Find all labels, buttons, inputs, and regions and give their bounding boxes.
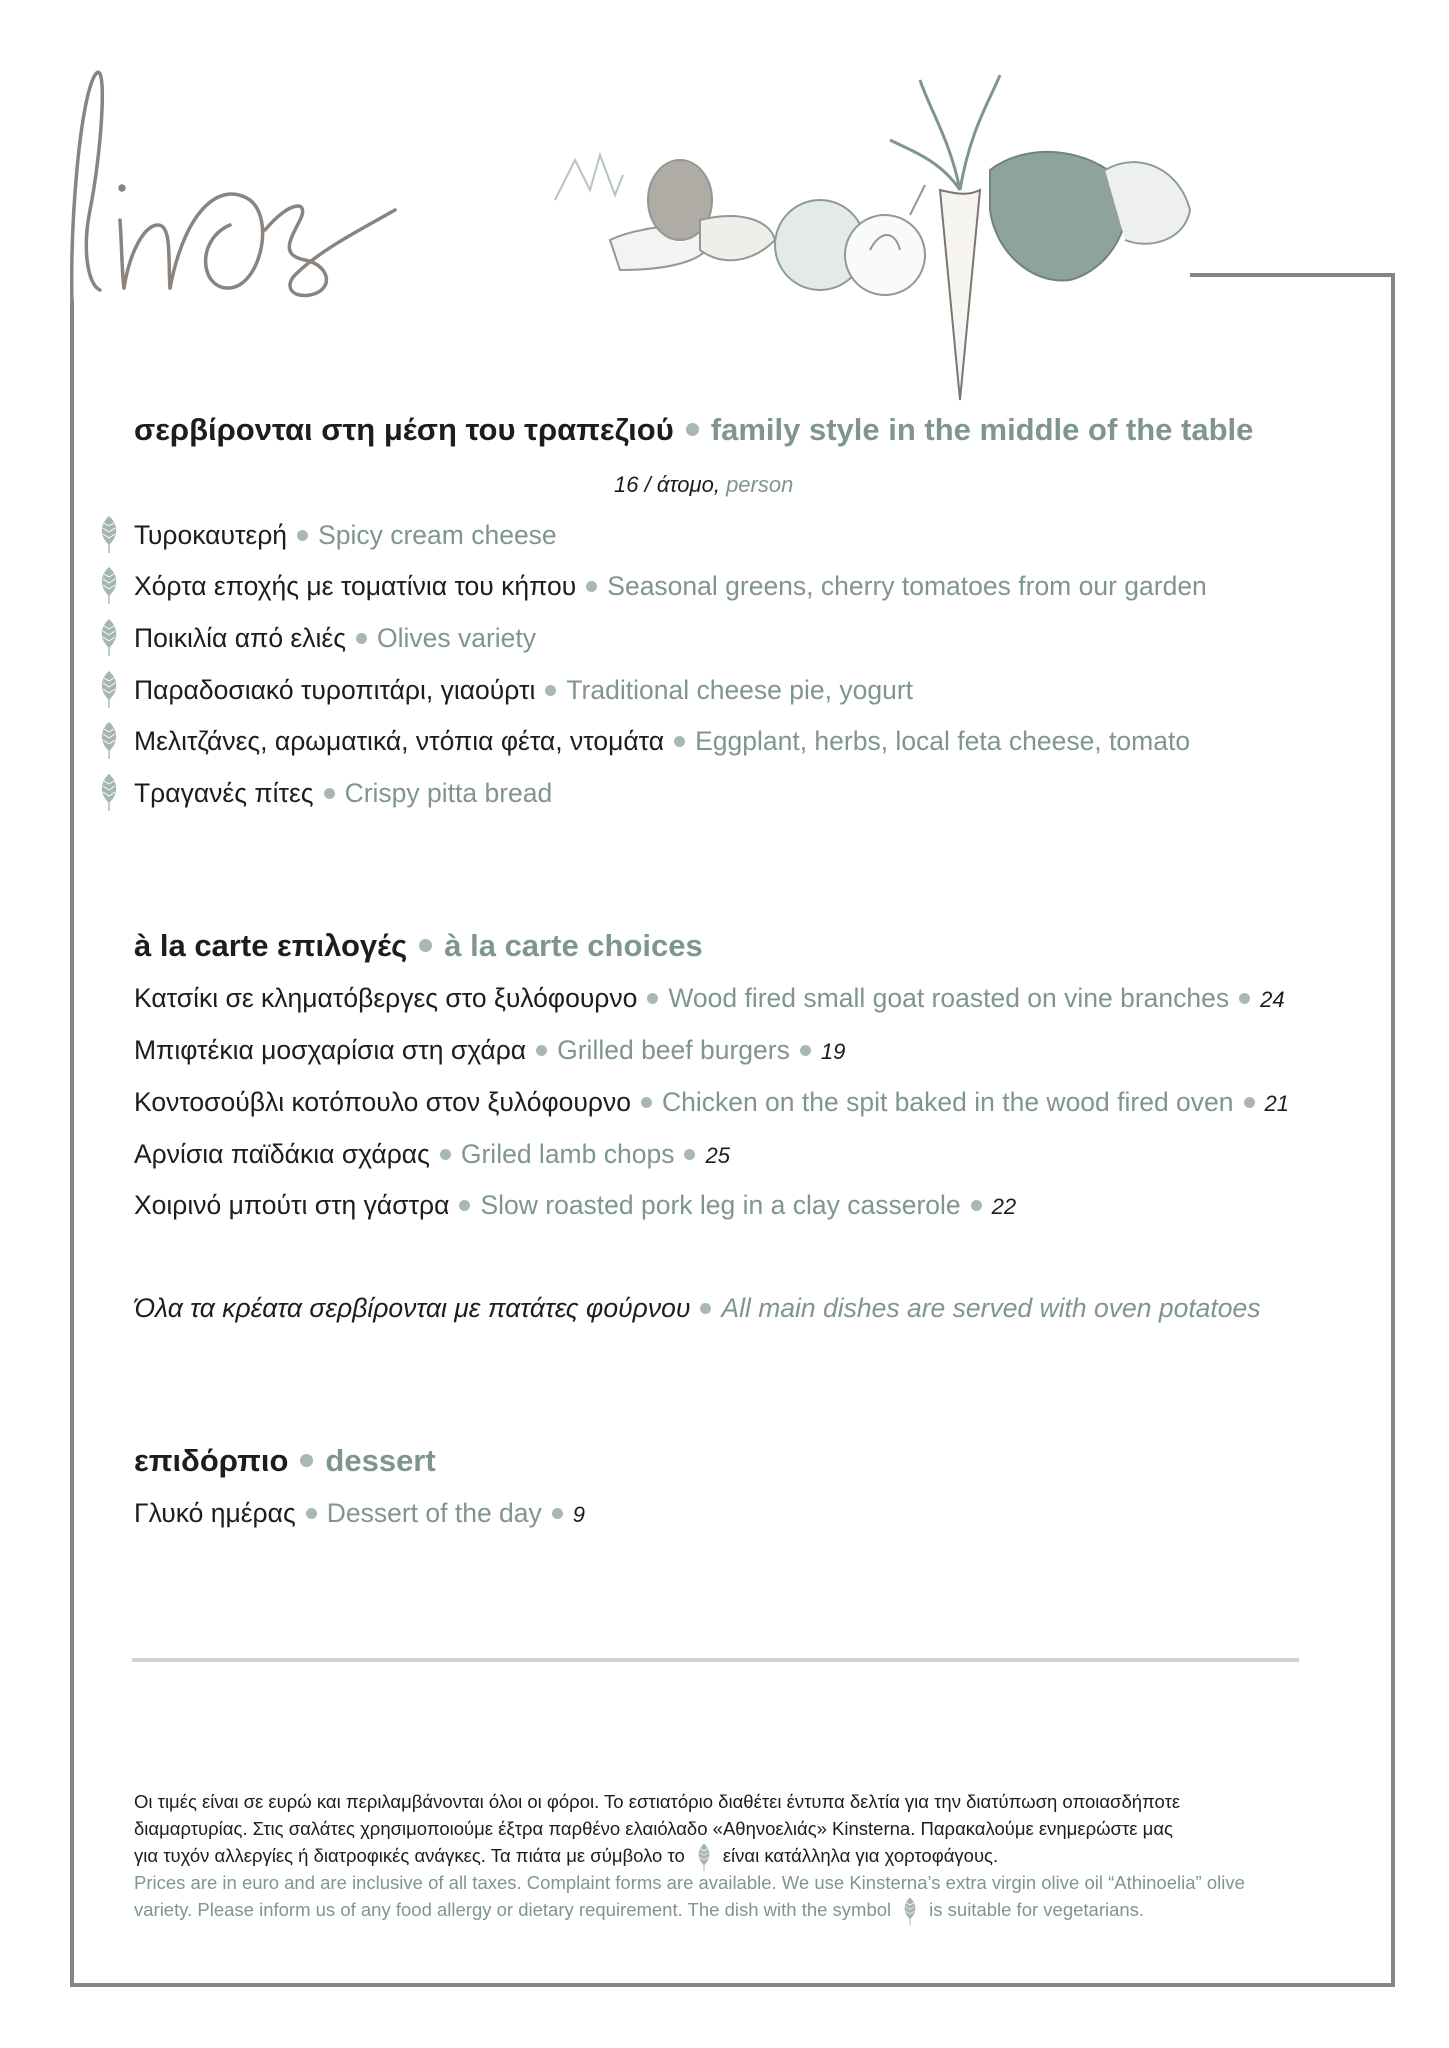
heading-greek: à la carte επιλογές <box>134 928 408 963</box>
item-english: Traditional cheese pie, yogurt <box>566 675 914 705</box>
note-english: All main dishes are served with oven potatoes <box>721 1293 1261 1323</box>
item-english: Crispy pitta bread <box>344 778 553 808</box>
bullet-dot <box>800 1045 811 1056</box>
vegetarian-leaf-icon <box>901 1896 919 1926</box>
heading-greek: σερβίρονται στη μέση του τραπεζιού <box>134 412 674 447</box>
vegetarian-leaf-icon <box>98 514 120 554</box>
bullet-dot <box>440 1149 451 1160</box>
heading-greek: επιδόρπιο <box>134 1443 289 1478</box>
item-price: 19 <box>820 1039 846 1064</box>
menu-item <box>134 724 1190 758</box>
bullet-dot <box>356 633 367 644</box>
item-greek: Κοντοσούβλι κοτόπουλο στον ξυλόφουρνο <box>134 1087 631 1117</box>
item-price: 24 <box>1260 987 1285 1012</box>
footer-text: είναι κατάλληλα για χορτοφάγους. <box>722 1845 999 1866</box>
footer-greek-line-1: Οι τιμές είναι σε ευρώ και περιλαμβάνονται όλοι οι φόροι. Το εστιατόριο διαθέτει έντυπα δελτία για την διατύπωση οποιασδήποτε <box>134 1791 1181 1812</box>
menu-item <box>134 1085 1289 1121</box>
bullet-dot <box>1244 1097 1255 1108</box>
bullet-dot <box>536 1045 547 1056</box>
item-english: Olives variety <box>376 623 537 653</box>
footer-greek-line-3 <box>134 1842 998 1872</box>
footer-english-line-1: Prices are in euro and are inclusive of all taxes. Complaint forms are available. We use Kinsterna’s extra virgin olive oil “Athinoelia” olive <box>134 1872 1245 1893</box>
vegetarian-leaf-icon <box>695 1842 713 1872</box>
frame-bottom-border <box>70 1983 1395 1987</box>
item-english: Dessert of the day <box>326 1498 542 1528</box>
item-greek: Ποικιλία από ελιές <box>134 623 346 653</box>
item-price: 22 <box>991 1194 1017 1219</box>
bullet-dot <box>641 1097 652 1108</box>
frame-left-border <box>70 300 74 1987</box>
potatoes-note <box>134 1291 1261 1325</box>
bullet-dot <box>674 736 685 747</box>
item-english: Spicy cream cheese <box>318 520 557 550</box>
alacarte-section-heading <box>134 926 703 966</box>
bullet-dot <box>300 1454 313 1467</box>
vegetarian-leaf-icon <box>98 669 120 709</box>
item-greek: Παραδοσιακό τυροπιτάρι, γιαούρτι <box>134 675 536 705</box>
menu-item <box>134 981 1285 1017</box>
vegetables-illustration <box>550 70 1230 410</box>
item-price: 21 <box>1264 1091 1290 1116</box>
bullet-dot <box>419 939 432 952</box>
menu-item <box>134 673 913 707</box>
note-greek: Όλα τα κρέατα σερβίρονται με πατάτες φούρνου <box>134 1293 691 1323</box>
vegetarian-leaf-icon <box>98 617 120 657</box>
divider-line <box>132 1658 1299 1662</box>
price-number: 16 <box>614 472 639 497</box>
item-english: Slow roasted pork leg in a clay casserole <box>480 1190 961 1220</box>
bullet-dot <box>647 993 658 1004</box>
price-unit-english: person <box>726 472 794 497</box>
bullet-dot <box>552 1508 563 1519</box>
item-english: Griled lamb chops <box>460 1139 675 1169</box>
item-greek: Μελιτζάνες, αρωματικά, ντόπια φέτα, ντομάτα <box>134 726 665 756</box>
menu-item <box>134 1137 730 1173</box>
menu-item <box>134 569 1207 603</box>
linos-logo <box>60 60 460 320</box>
item-price: 9 <box>572 1502 586 1527</box>
bullet-dot <box>459 1200 470 1211</box>
bullet-dot <box>306 1508 317 1519</box>
item-english: Grilled beef burgers <box>557 1035 790 1065</box>
item-price: 25 <box>705 1143 730 1168</box>
heading-english: dessert <box>325 1443 436 1478</box>
bullet-dot <box>700 1303 711 1314</box>
menu-item <box>134 1188 1016 1224</box>
family-section-heading <box>134 410 1253 450</box>
dessert-section-heading <box>134 1441 436 1481</box>
vegetarian-leaf-icon <box>98 565 120 605</box>
item-greek: Χόρτα εποχής με τοματίνια του κήπου <box>134 571 577 601</box>
item-english: Wood fired small goat roasted on vine branches <box>668 983 1230 1013</box>
item-greek: Αρνίσια παϊδάκια σχάρας <box>134 1139 430 1169</box>
item-greek: Τυροκαυτερή <box>134 520 288 550</box>
item-greek: Χοιρινό μπούτι στη γάστρα <box>134 1190 450 1220</box>
footer-text: variety. Please inform us of any food allergy or dietary requirement. The dish with the symbol <box>134 1899 892 1920</box>
bullet-dot <box>297 530 308 541</box>
item-english: Chicken on the spit baked in the wood fired oven <box>661 1087 1234 1117</box>
menu-item <box>134 518 557 552</box>
footer-greek-line-2: διαμαρτυρίας. Στις σαλάτες χρησιμοποιούμε έξτρα παρθένο ελαιόλαδο «Αθηνοελιάς» Kinsterna. Παρακαλούμε ενημερώστε μας <box>134 1818 1173 1839</box>
vegetarian-leaf-icon <box>98 720 120 760</box>
menu-item <box>134 621 536 655</box>
price-unit-greek: άτομο, <box>656 472 720 497</box>
item-english: Eggplant, herbs, local feta cheese, tomato <box>695 726 1191 756</box>
item-greek: Τραγανές πίτες <box>134 778 314 808</box>
bullet-dot <box>324 788 335 799</box>
heading-english: family style in the middle of the table <box>710 412 1254 447</box>
bullet-dot <box>586 581 597 592</box>
bullet-dot <box>971 1200 982 1211</box>
item-greek: Μπιφτέκια μοσχαρίσια στη σχάρα <box>134 1035 527 1065</box>
vegetarian-leaf-icon <box>98 772 120 812</box>
item-greek: Κατσίκι σε κληματόβεργες στο ξυλόφουρνο <box>134 983 638 1013</box>
menu-item <box>134 1496 585 1532</box>
frame-right-border <box>1391 273 1395 1987</box>
item-greek: Γλυκό ημέρας <box>134 1498 296 1528</box>
bullet-dot <box>686 423 699 436</box>
menu-item <box>134 776 552 810</box>
footer-english-line-2 <box>134 1896 1144 1926</box>
bullet-dot <box>1239 993 1250 1004</box>
family-price-per-person: 16 / άτομο, person <box>614 472 794 497</box>
bullet-dot <box>684 1149 695 1160</box>
footer-text: για τυχόν αλλεργίες ή διατροφικές ανάγκες. Τα πιάτα με σύμβολο το <box>134 1845 685 1866</box>
menu-item <box>134 1033 845 1069</box>
footer-text: is suitable for vegetarians. <box>929 1899 1145 1920</box>
bullet-dot <box>545 685 556 696</box>
item-english: Seasonal greens, cherry tomatoes from our garden <box>607 571 1207 601</box>
heading-english: à la carte choices <box>444 928 703 963</box>
